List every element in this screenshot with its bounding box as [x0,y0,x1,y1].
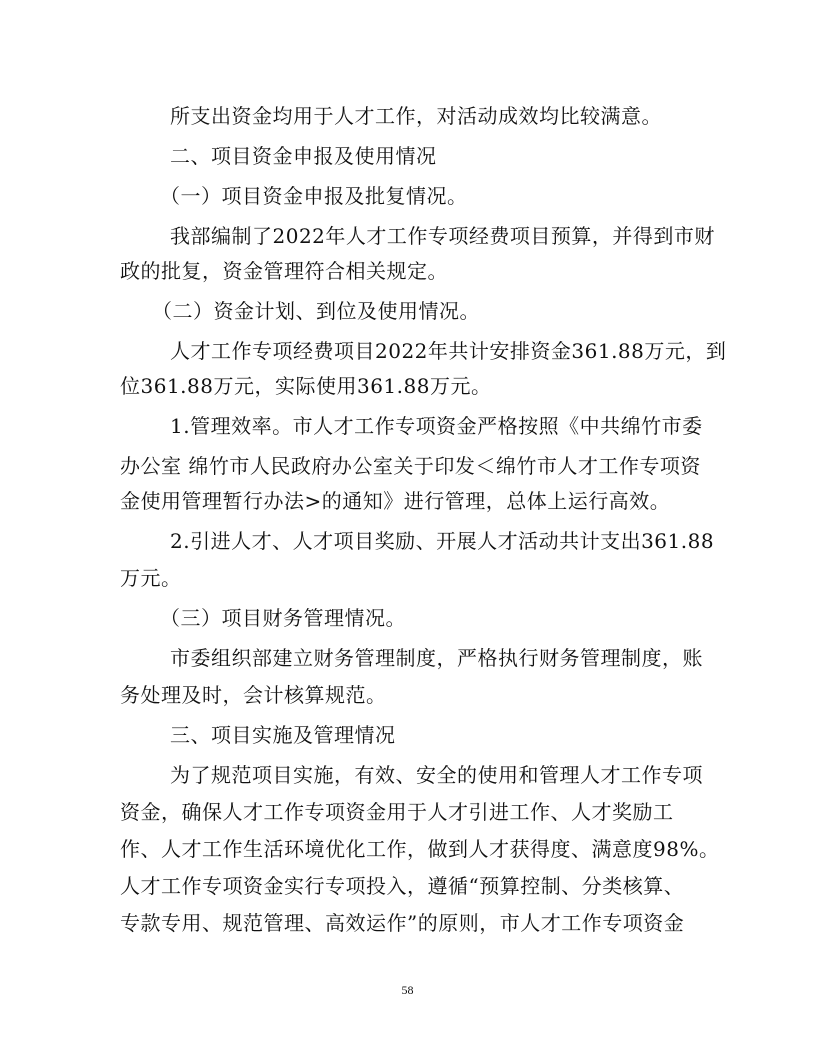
section-heading: 三、项目实施及管理情况 [170,723,396,747]
text-line: 市委组织部建立财务管理制度，严格执行财务管理制度，账 [170,646,703,670]
text-line: 务处理及时，会计核算规范。 [120,683,387,707]
text-line: 资金，确保人才工作专项资金用于人才引进工作、人才奖励工 [120,800,674,824]
text-line: 专款专用、规范管理、高效运作”的原则，市人才工作专项资金 [120,911,685,935]
text-line: 政的批复，资金管理符合相关规定。 [120,259,448,283]
text-line: 所支出资金均用于人才工作，对活动成效均比较满意。 [170,104,662,128]
text-line: 位361.88万元，实际使用361.88万元。 [120,374,492,398]
page-number: 58 [401,983,414,997]
text-line: 2.引进人才、人才项目奖励、开展人才活动共计支出361.88 [170,529,715,553]
subsection-heading: （三）项目财务管理情况。 [160,606,406,630]
text-line: 万元。 [120,566,182,590]
subsection-heading: （二）资金计划、到位及使用情况。 [152,299,480,323]
text-line: 人才工作专项经费项目2022年共计安排资金361.88万元，到 [170,339,727,363]
text-line: 办公室 绵竹市人民政府办公室关于印发＜绵竹市人才工作专项资 [120,454,701,478]
text-line: 金使用管理暂行办法>的通知》进行管理，总体上运行高效。 [120,489,671,513]
subsection-heading: （一）项目资金申报及批复情况。 [160,184,468,208]
text-line: 作、人才工作生活环境优化工作，做到人才获得度、满意度98%。 [120,837,720,861]
text-line: 人才工作专项资金实行专项投入，遵循“预算控制、分类核算、 [120,874,685,898]
text-line: 为了规范项目实施，有效、安全的使用和管理人才工作专项 [170,763,703,787]
text-line: 1.管理效率。市人才工作专项资金严格按照《中共绵竹市委 [170,414,703,438]
text-line: 我部编制了2022年人才工作专项经费项目预算，并得到市财 [170,224,715,248]
section-heading: 二、项目资金申报及使用情况 [170,144,437,168]
